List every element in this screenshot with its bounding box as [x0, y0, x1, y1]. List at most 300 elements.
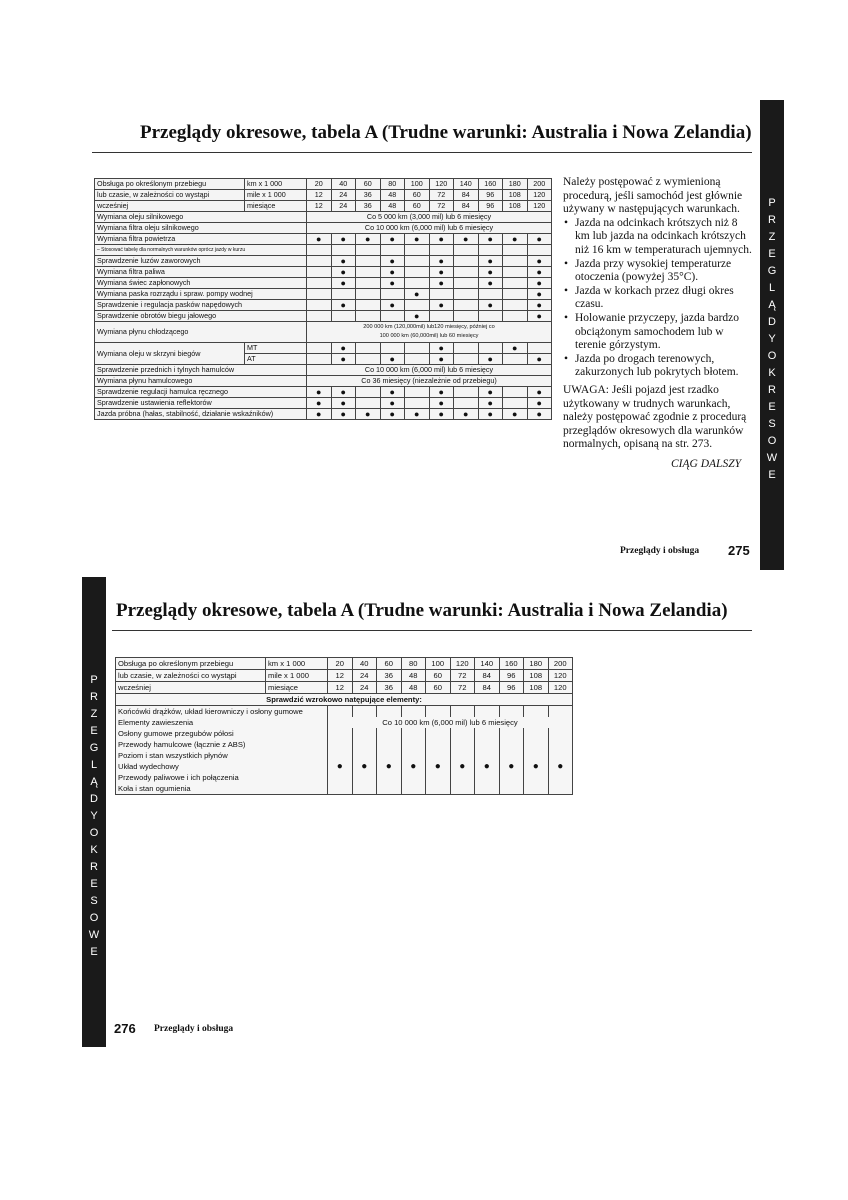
interval-cell: 40: [352, 658, 377, 670]
interval-cell: 96: [478, 190, 503, 201]
interval-span: Co 10 000 km (6,000 mil) lub 6 miesięcy: [328, 717, 573, 728]
service-dot: ●: [429, 398, 454, 409]
table-row: [116, 739, 573, 750]
interval-cell: 72: [429, 190, 454, 201]
empty-cell: [356, 256, 381, 267]
service-dot: ●: [429, 387, 454, 398]
conditions-notes: [563, 176, 753, 471]
service-dot: ●: [380, 354, 405, 365]
sidebar-letter: P: [768, 197, 776, 209]
empty-cell: [328, 706, 353, 718]
empty-cell: [429, 311, 454, 322]
service-dot: ●: [356, 409, 381, 420]
service-dot: ●: [429, 278, 454, 289]
interval-cell: 108: [503, 201, 528, 212]
empty-cell: [454, 267, 479, 278]
service-dot: ●: [454, 234, 479, 245]
sidebar-letter: W: [88, 929, 100, 941]
interval-cell: 120: [527, 190, 552, 201]
service-dot: ●: [377, 761, 402, 772]
sidebar-letter: Ą: [90, 776, 98, 788]
service-dot: ●: [429, 300, 454, 311]
sidebar-letter: D: [90, 793, 98, 805]
service-dot: ●: [450, 761, 475, 772]
service-dot: ●: [328, 761, 353, 772]
service-dot: ●: [503, 343, 528, 354]
empty-cell: [499, 750, 524, 761]
empty-cell: [328, 750, 353, 761]
row-label: Sprawdzenie luzów zaworowych: [95, 256, 307, 267]
empty-cell: [405, 256, 430, 267]
empty-cell: [499, 728, 524, 739]
table-row: [95, 267, 552, 278]
table-row: [116, 783, 573, 795]
page-title: Przeglądy okresowe, tabela A (Trudne warunki: Australia i Nowa Zelandia): [140, 122, 752, 143]
empty-cell: [356, 245, 381, 256]
service-dot: ●: [331, 256, 356, 267]
header-unit: km x 1 000: [266, 658, 328, 670]
empty-cell: [426, 772, 451, 783]
section-sidebar: [760, 100, 784, 570]
row-label: Jazda próbna (hałas, stabilność, działanie wskaźników): [95, 409, 307, 420]
coolant-line: 200 000 km (120,000mil) lub120 miesięcy, później co: [363, 324, 495, 330]
empty-cell: [307, 343, 332, 354]
inspection-item: Przewody hamulcowe (łącznie z ABS): [116, 739, 328, 750]
interval-cell: 60: [426, 682, 451, 694]
service-dot: ●: [429, 343, 454, 354]
interval-cell: 80: [380, 179, 405, 190]
row-label: Wymiana paska rozrządu i spraw. pompy wodnej: [95, 289, 307, 300]
empty-cell: [405, 398, 430, 409]
empty-cell: [405, 300, 430, 311]
interval-cell: 200: [527, 179, 552, 190]
empty-cell: [352, 706, 377, 718]
table-row: [95, 376, 552, 387]
empty-cell: [503, 256, 528, 267]
interval-cell: 60: [377, 658, 402, 670]
empty-cell: [503, 245, 528, 256]
empty-cell: [524, 739, 549, 750]
empty-cell: [503, 398, 528, 409]
empty-cell: [454, 245, 479, 256]
header-label: wcześniej: [95, 201, 245, 212]
interval-cell: 96: [478, 201, 503, 212]
row-label: Wymiana oleju silnikowego: [95, 212, 307, 223]
table-row: [116, 717, 573, 728]
empty-cell: [356, 267, 381, 278]
header-label: lub czasie, w zależności co wystąpi: [95, 190, 245, 201]
interval-cell: 20: [307, 179, 332, 190]
table-row: [95, 398, 552, 409]
sidebar-letter: O: [89, 827, 99, 839]
empty-cell: [307, 289, 332, 300]
empty-cell: [454, 354, 479, 365]
empty-cell: [356, 398, 381, 409]
uwaga-note: UWAGA: Jeśli pojazd jest rzadko użytkowany w trudnych warunkach, należy postępować zgodnie z procedurą przeglądów okresowych dla warunków normalnych, opisaną na str. 273.: [563, 383, 747, 451]
empty-cell: [328, 728, 353, 739]
empty-cell: [307, 245, 332, 256]
sidebar-letter: R: [90, 691, 98, 703]
service-dot: ●: [503, 409, 528, 420]
row-label: Wymiana filtra oleju silnikowego: [95, 223, 307, 234]
header-row: [116, 670, 573, 682]
empty-cell: [450, 728, 475, 739]
empty-cell: [429, 245, 454, 256]
interval-cell: 200: [548, 658, 573, 670]
service-dot: ●: [405, 311, 430, 322]
page-number: 275: [728, 543, 750, 558]
empty-cell: [475, 772, 500, 783]
table-row: [95, 311, 552, 322]
service-dot: ●: [429, 409, 454, 420]
empty-cell: [405, 245, 430, 256]
empty-cell: [356, 300, 381, 311]
header-row: [95, 201, 552, 212]
row-label: Wymiana płynu chłodzącego: [95, 322, 307, 343]
service-dot: ●: [331, 300, 356, 311]
service-dot: ●: [380, 234, 405, 245]
header-unit: miesiące: [245, 201, 307, 212]
sidebar-letter: E: [90, 725, 98, 737]
header-row: [116, 682, 573, 694]
service-dot: ●: [527, 300, 552, 311]
service-dot: ●: [478, 234, 503, 245]
inspection-item: Osłony gumowe przegubów półosi: [116, 728, 328, 739]
interval-cell: 96: [499, 682, 524, 694]
interval-cell: 48: [401, 670, 426, 682]
empty-cell: [450, 739, 475, 750]
sidebar-letter: E: [90, 946, 98, 958]
sidebar-letter: S: [768, 418, 776, 430]
empty-cell: [380, 311, 405, 322]
sidebar-letter: P: [90, 674, 98, 686]
row-label: Sprawdzenie i regulacja pasków napędowych: [95, 300, 307, 311]
interval-cell: 60: [405, 190, 430, 201]
service-dot: ●: [426, 761, 451, 772]
table-row: [116, 761, 573, 772]
header-row: [95, 179, 552, 190]
empty-cell: [503, 387, 528, 398]
sidebar-letter: Ą: [768, 299, 776, 311]
empty-cell: [307, 311, 332, 322]
service-dot: ●: [527, 409, 552, 420]
row-label: – Stosować tabelę dla normalnych warunków oprócz jazdy w kurzu: [95, 245, 307, 256]
empty-cell: [426, 739, 451, 750]
header-unit: km x 1 000: [245, 179, 307, 190]
visual-inspection-table: [115, 657, 573, 795]
interval-cell: 12: [307, 201, 332, 212]
table-row: [95, 322, 552, 343]
empty-cell: [426, 750, 451, 761]
condition-item: • Jazda przy wysokiej temperaturze otoczenia (powyżej 35°C).: [563, 258, 753, 285]
interval-cell: 80: [401, 658, 426, 670]
interval-cell: 12: [328, 670, 353, 682]
sidebar-letter: R: [768, 384, 776, 396]
service-dot: ●: [331, 343, 356, 354]
header-label: Obsługa po określonym przebiegu: [95, 179, 245, 190]
empty-cell: [377, 783, 402, 795]
service-dot: ●: [524, 761, 549, 772]
empty-cell: [405, 278, 430, 289]
table-row: [95, 343, 552, 354]
inspection-item: Koła i stan ogumienia: [116, 783, 328, 795]
title-rule: [92, 152, 752, 153]
empty-cell: [499, 772, 524, 783]
table-row: [116, 750, 573, 761]
empty-cell: [401, 783, 426, 795]
empty-cell: [450, 750, 475, 761]
empty-cell: [524, 772, 549, 783]
interval-cell: 84: [454, 190, 479, 201]
condition-item: • Jazda na odcinkach krótszych niż 8 km lub jazda na odcinkach krótszych niż 16 km w temperaturach ujemnych.: [563, 217, 753, 258]
table-row: [95, 212, 552, 223]
condition-item: • Holowanie przyczepy, jazda bardzo obciążonym samochodem lub w terenie górzystym.: [563, 312, 753, 353]
empty-cell: [380, 343, 405, 354]
sidebar-letter: G: [767, 265, 777, 277]
condition-item: • Jazda po drogach terenowych, zakurzonych lub pokrytych błotem.: [563, 353, 753, 380]
service-dot: ●: [356, 234, 381, 245]
sidebar-letter: Y: [768, 333, 776, 345]
empty-cell: [499, 739, 524, 750]
interval-cell: 48: [401, 682, 426, 694]
title-rule: [112, 630, 752, 631]
empty-cell: [524, 728, 549, 739]
section-heading: Sprawdzić wzrokowo natępujące elementy:: [116, 694, 573, 706]
interval-cell: 36: [356, 190, 381, 201]
row-label: Wymiana płynu hamulcowego: [95, 376, 307, 387]
service-dot: ●: [527, 267, 552, 278]
empty-cell: [527, 343, 552, 354]
footer-section-label: Przeglądy i obsługa: [154, 1024, 234, 1034]
service-dot: ●: [429, 267, 454, 278]
interval-cell: 84: [475, 670, 500, 682]
empty-cell: [503, 300, 528, 311]
sidebar-letter: O: [89, 912, 99, 924]
empty-cell: [475, 783, 500, 795]
service-dot: ●: [527, 311, 552, 322]
service-dot: ●: [380, 387, 405, 398]
empty-cell: [475, 750, 500, 761]
interval-cell: 72: [450, 670, 475, 682]
sidebar-letter: S: [90, 895, 98, 907]
service-dot: ●: [405, 409, 430, 420]
service-dot: ●: [429, 256, 454, 267]
empty-cell: [475, 728, 500, 739]
interval-cell: 96: [499, 670, 524, 682]
interval-cell: 84: [454, 201, 479, 212]
interval-cell: 72: [429, 201, 454, 212]
interval-cell: 24: [331, 201, 356, 212]
page-title: Przeglądy okresowe, tabela A (Trudne warunki: Australia i Nowa Zelandia): [116, 600, 728, 621]
table-row: [116, 706, 573, 718]
empty-cell: [478, 245, 503, 256]
empty-cell: [401, 728, 426, 739]
table-row: [95, 300, 552, 311]
row-label: Sprawdzenie ustawienia reflektorów: [95, 398, 307, 409]
service-dot: ●: [331, 398, 356, 409]
page-number: 276: [114, 1021, 136, 1036]
empty-cell: [352, 783, 377, 795]
service-dot: ●: [527, 234, 552, 245]
service-dot: ●: [478, 409, 503, 420]
empty-cell: [524, 783, 549, 795]
empty-cell: [503, 354, 528, 365]
empty-cell: [356, 289, 381, 300]
service-dot: ●: [478, 256, 503, 267]
empty-cell: [454, 343, 479, 354]
table-row: [95, 387, 552, 398]
sidebar-letter: G: [89, 742, 99, 754]
inspection-item: Układ wydechowy: [116, 761, 328, 772]
empty-cell: [307, 278, 332, 289]
coolant-line: 100 000 km (60,000mil) lub 60 miesięcy: [379, 333, 479, 339]
header-unit: mile x 1 000: [245, 190, 307, 201]
empty-cell: [331, 289, 356, 300]
empty-cell: [401, 706, 426, 718]
empty-cell: [426, 728, 451, 739]
section-row: [116, 694, 573, 706]
empty-cell: [352, 772, 377, 783]
interval-cell: 20: [328, 658, 353, 670]
empty-cell: [454, 398, 479, 409]
header-unit: mile x 1 000: [266, 670, 328, 682]
service-dot: ●: [331, 387, 356, 398]
sidebar-letter: E: [90, 878, 98, 890]
empty-cell: [405, 354, 430, 365]
empty-cell: [499, 706, 524, 718]
empty-cell: [356, 278, 381, 289]
empty-cell: [377, 739, 402, 750]
empty-cell: [307, 267, 332, 278]
continued-label: CIĄG DALSZY: [671, 457, 741, 470]
interval-cell: 48: [380, 190, 405, 201]
interval-cell: 40: [331, 179, 356, 190]
header-row: [95, 190, 552, 201]
header-label: Obsługa po określonym przebiegu: [116, 658, 266, 670]
empty-cell: [499, 783, 524, 795]
table-row: [95, 234, 552, 245]
service-dot: ●: [478, 278, 503, 289]
sidebar-letter: W: [766, 452, 778, 464]
service-dot: ●: [307, 234, 332, 245]
empty-cell: [454, 387, 479, 398]
empty-cell: [401, 772, 426, 783]
table-row: [95, 289, 552, 300]
empty-cell: [478, 343, 503, 354]
empty-cell: [331, 245, 356, 256]
inspection-item: Przewody paliwowe i ich połączenia: [116, 772, 328, 783]
sidebar-letter: K: [768, 367, 776, 379]
service-dot: ●: [527, 289, 552, 300]
service-dot: ●: [478, 300, 503, 311]
row-label: Sprawdzenie przednich i tylnych hamulców: [95, 365, 307, 376]
service-dot: ●: [454, 409, 479, 420]
empty-cell: [450, 772, 475, 783]
empty-cell: [405, 343, 430, 354]
header-label: lub czasie, w zależności co wystąpi: [116, 670, 266, 682]
interval-cell: 120: [527, 201, 552, 212]
empty-cell: [548, 783, 573, 795]
service-dot: ●: [548, 761, 573, 772]
gearbox-type: MT: [245, 343, 307, 354]
service-dot: ●: [475, 761, 500, 772]
empty-cell: [377, 750, 402, 761]
table-row: [95, 365, 552, 376]
interval-cell: 48: [380, 201, 405, 212]
service-dot: ●: [380, 409, 405, 420]
service-dot: ●: [331, 354, 356, 365]
empty-cell: [478, 311, 503, 322]
service-dot: ●: [478, 354, 503, 365]
empty-cell: [377, 772, 402, 783]
table-row: [95, 245, 552, 256]
row-label: Wymiana filtra paliwa: [95, 267, 307, 278]
table-row: [95, 256, 552, 267]
interval-cell: 120: [548, 670, 573, 682]
footer-section-label: Przeglądy i obsługa: [620, 546, 700, 556]
service-dot: ●: [307, 387, 332, 398]
interval-cell: 120: [548, 682, 573, 694]
empty-cell: [405, 267, 430, 278]
interval-cell: 36: [377, 670, 402, 682]
empty-cell: [503, 267, 528, 278]
interval-cell: 180: [503, 179, 528, 190]
service-dot: ●: [503, 234, 528, 245]
sidebar-letter: L: [90, 759, 98, 771]
service-dot: ●: [380, 278, 405, 289]
empty-cell: [307, 300, 332, 311]
interval-cell: 60: [426, 670, 451, 682]
service-dot: ●: [527, 387, 552, 398]
row-label: Wymiana filtra powietrza: [95, 234, 307, 245]
interval-cell: 36: [377, 682, 402, 694]
interval-cell: 12: [307, 190, 332, 201]
empty-cell: [331, 311, 356, 322]
sidebar-letter: Z: [768, 231, 776, 243]
header-row: [116, 658, 573, 670]
service-dot: ●: [380, 267, 405, 278]
interval-cell: 140: [475, 658, 500, 670]
interval-cell: 100: [426, 658, 451, 670]
service-dot: ●: [307, 398, 332, 409]
empty-cell: [548, 750, 573, 761]
table-row: [95, 409, 552, 420]
empty-cell: [401, 739, 426, 750]
interval-cell: 60: [356, 179, 381, 190]
interval-cell: 100: [405, 179, 430, 190]
header-label: wcześniej: [116, 682, 266, 694]
row-label: Wymiana świec zapłonowych: [95, 278, 307, 289]
empty-cell: [548, 706, 573, 718]
service-dot: ●: [527, 256, 552, 267]
interval-cell: 108: [524, 670, 549, 682]
service-dot: ●: [331, 409, 356, 420]
service-dot: ●: [331, 267, 356, 278]
interval-cell: 84: [475, 682, 500, 694]
interval-cell: 120: [429, 179, 454, 190]
service-dot: ●: [405, 289, 430, 300]
row-label: Sprawdzenie regulacji hamulca ręcznego: [95, 387, 307, 398]
empty-cell: [454, 278, 479, 289]
empty-cell: [454, 311, 479, 322]
empty-cell: [352, 728, 377, 739]
sidebar-letter: R: [90, 861, 98, 873]
interval-cell: 24: [352, 670, 377, 682]
conditions-list: [563, 217, 753, 380]
table-row: [116, 728, 573, 739]
interval-span: [307, 322, 552, 343]
empty-cell: [548, 772, 573, 783]
